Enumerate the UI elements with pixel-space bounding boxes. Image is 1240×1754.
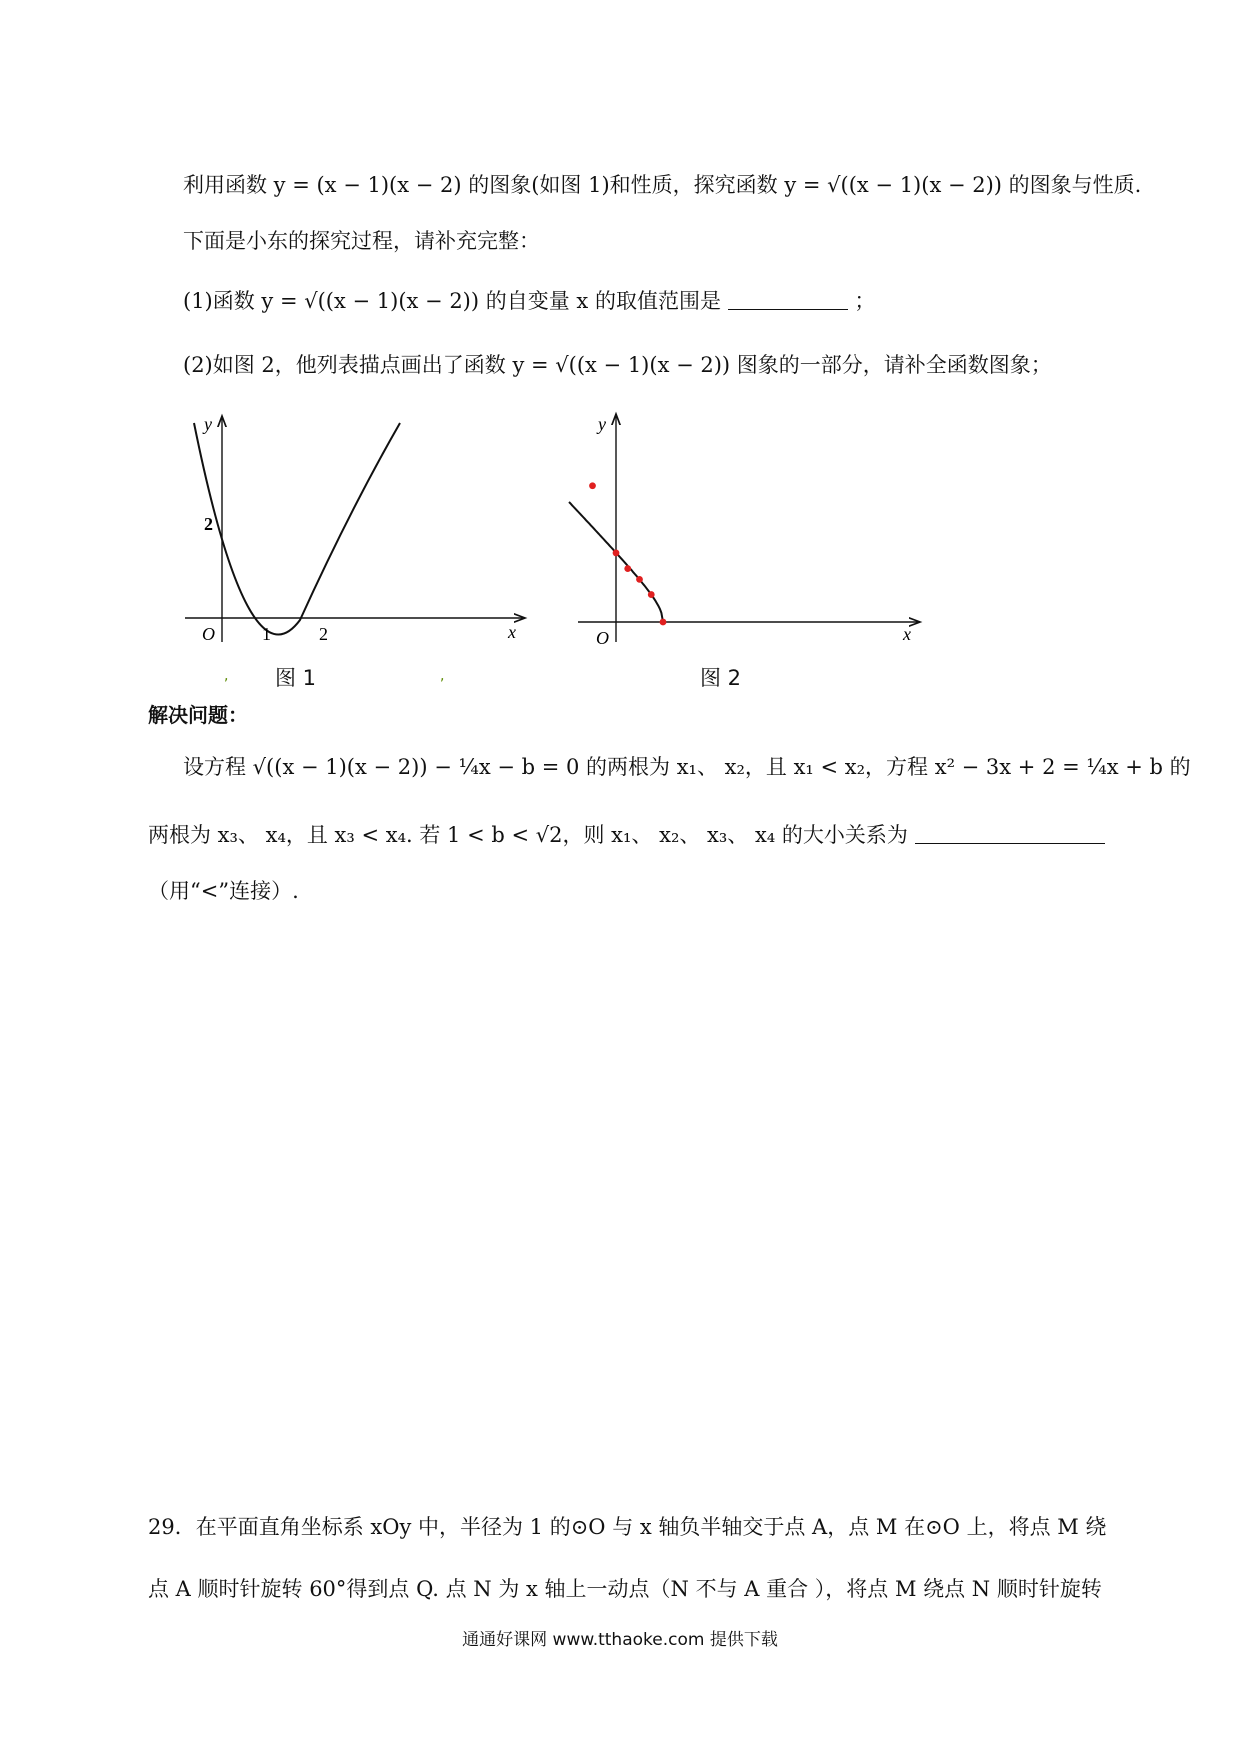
process-line: 下面是小东的探究过程，请补充完整： — [183, 229, 540, 253]
fig1-origin-label: O — [202, 624, 215, 644]
question-2: (2)如图 2，他列表描点画出了函数 y = √((x − 1)(x − 2)) 图象的一部分，请补全函数图象； — [183, 353, 1052, 377]
fig2-point-1 — [613, 550, 620, 557]
solve-line-2-text: 两根为 x₃、 x₄，且 x₃ < x₄. 若 1 < b < √2，则 x₁、 x₂、 x₃、 x₄ 的大小关系为 — [148, 823, 908, 847]
intro-line: 利用函数 y = (x − 1)(x − 2) 的图象(如图 1)和性质，探究函数 y = √((x − 1)(x − 2)) 的图象与性质. — [183, 173, 1142, 197]
question-1-end: ； — [854, 289, 876, 313]
fig1-parabola — [194, 423, 400, 635]
fig2-x-label: x — [903, 624, 911, 644]
fig2-point-2 — [624, 565, 631, 572]
fig1-y-label: y — [204, 414, 212, 434]
fig1-x-label: x — [508, 622, 516, 642]
problem-29-line-1: 29．在平面直角坐标系 xOy 中，半径为 1 的⊙O 与 x 轴负半轴交于点 A，点 M 在⊙O 上，将点 M 绕 — [148, 1515, 1107, 1539]
solve-heading: 解决问题： — [148, 703, 248, 727]
answer-blank-2[interactable] — [915, 821, 1105, 844]
problem-29-line-2: 点 A 顺时针旋转 60°得到点 Q. 点 N 为 x 轴上一动点（N 不与 A 重合 ），将点 M 绕点 N 顺时针旋转 — [148, 1577, 1102, 1601]
figure-2 — [548, 410, 928, 650]
question-1-text: (1)函数 y = √((x − 1)(x − 2)) 的自变量 x 的取值范围是 — [183, 289, 721, 313]
figure-1 — [180, 410, 540, 650]
fig1-tick-x-1: 1 — [262, 624, 271, 644]
answer-blank-1[interactable] — [728, 287, 848, 310]
question-1 — [183, 286, 875, 316]
fig2-origin-label: O — [596, 628, 609, 648]
green-mark-2: , — [440, 668, 445, 684]
green-mark-1: , — [224, 668, 229, 684]
fig2-point-3 — [636, 576, 643, 583]
fig2-point-0 — [589, 482, 596, 489]
footer-credit: 通通好课网 www.tthaoke.com 提供下载 — [462, 1630, 778, 1650]
solve-line-3: （用“<”连接）. — [148, 879, 299, 903]
figure-1-caption: 图 1 — [275, 666, 317, 690]
solve-line-1: 设方程 √((x − 1)(x − 2)) − ¼x − b = 0 的两根为 x₁、 x₂，且 x₁ < x₂，方程 x² − 3x + 2 = ¼x + b 的 — [183, 755, 1191, 779]
figure-2-caption: 图 2 — [700, 666, 742, 690]
fig2-point-4 — [648, 591, 655, 598]
solve-line-2 — [148, 820, 1105, 850]
fig1-tick-x-2: 2 — [319, 624, 328, 644]
fig2-y-label: y — [598, 414, 606, 434]
fig2-point-5 — [660, 619, 667, 626]
fig1-tick-y-2: 2 — [204, 514, 213, 534]
